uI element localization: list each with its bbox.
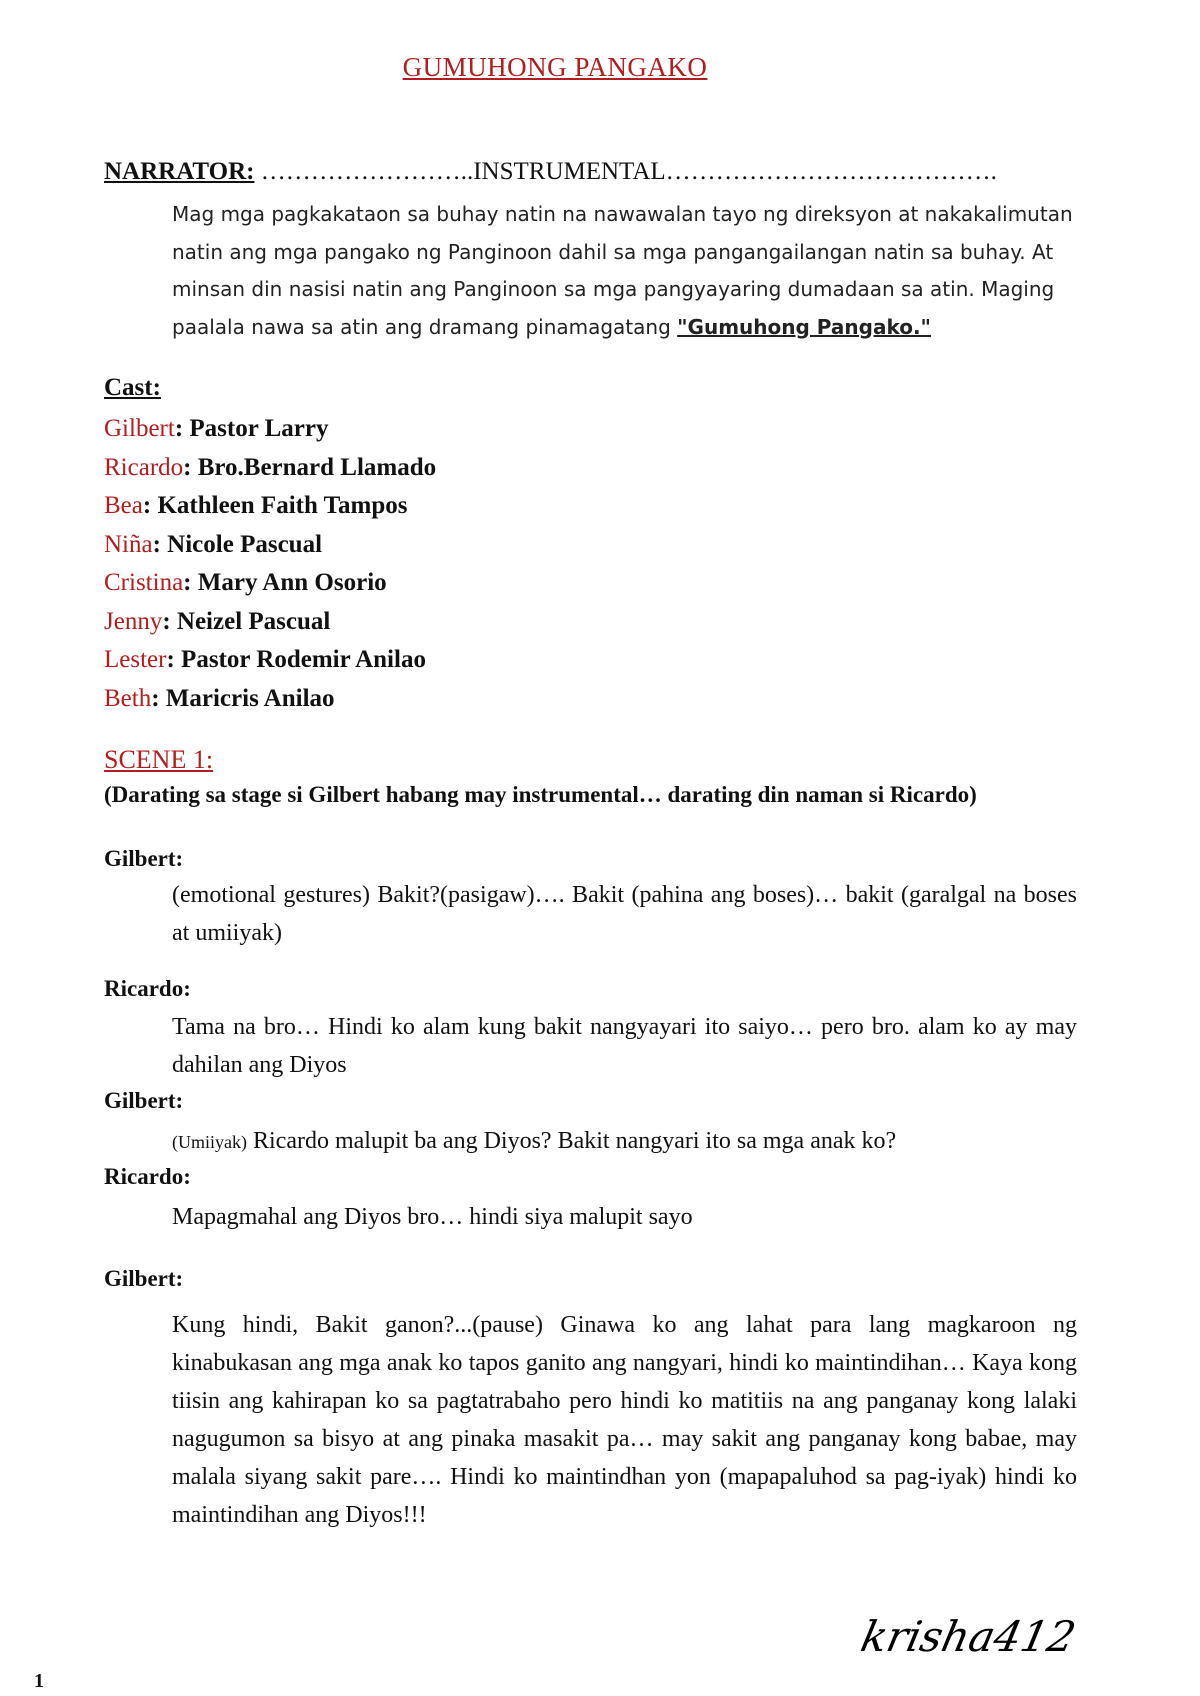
cast-actor: : Mary Ann Osorio [183, 569, 387, 596]
cast-role: Bea [104, 492, 143, 519]
cast-list [104, 410, 436, 718]
cast-role: Niña [104, 530, 153, 558]
scene-heading: SCENE 1: [104, 745, 214, 774]
dialogue-text: Ricardo malupit ba ang Diyos? Bakit nangyari ito sa mga anak ko? [246, 1128, 897, 1154]
cast-role: Gilbert [104, 415, 175, 442]
cast-actor: : Maricris Anilao [151, 684, 335, 712]
speaker-label: Gilbert: [104, 1088, 184, 1113]
cast-actor: : Kathleen Faith Tampos [142, 492, 408, 519]
cast-role: Jenny [104, 607, 163, 635]
cast-role: Beth [104, 684, 152, 712]
page-number: 1 [34, 1670, 44, 1692]
cast-heading: Cast: [104, 374, 161, 401]
cast-actor: : Neizel Pascual [162, 607, 331, 635]
cast-actor: : Nicole Pascual [152, 530, 323, 558]
narrator-rule: ……………………..INSTRUMENTAL…………………………………. [260, 158, 997, 185]
cast-item [104, 680, 436, 719]
narrator-text-main: Mag mga pagkakataon sa buhay natin na nawawalan tayo ng direksyon at nakakalimutan natin ang mga pangako ng Panginoon dahil sa mga pangangailangan natin sa buhay. At minsan din nasisi natin ang Panginoon sa mga pangyayaring dumadaan sa atin. Maging paalala nawa sa atin ang dramang pinamagatang [172, 202, 1073, 339]
dialogue-line: Tama na bro… Hindi ko alam kung bakit nangyayari ito saiyo… pero bro. alam ko ay may dahilan ang Diyos [172, 1014, 1077, 1078]
cast-actor: : Pastor Rodemir Anilao [166, 646, 426, 673]
cast-item [104, 603, 436, 642]
narrator-heading [104, 158, 997, 186]
cast-role: Cristina [104, 569, 184, 596]
stage-direction: (Darating sa stage si Gilbert habang may instrumental… darating din naman si Ricardo) [104, 782, 977, 807]
cast-item [104, 410, 436, 449]
speaker-label: Gilbert: [104, 846, 184, 871]
cast-role: Ricardo [104, 453, 184, 481]
cast-role: Lester [104, 646, 167, 673]
dialogue-prefix: (Umiiyak) [172, 1132, 247, 1152]
dialogue-line: (emotional gestures) Bakit?(pasigaw)…. Bakit (pahina ang boses)… bakit (garalgal na boses at umiiyak) [172, 882, 1077, 946]
narrator-text [172, 196, 1077, 346]
cast-item [104, 526, 436, 565]
dialogue-line: Kung hindi, Bakit ganon?...(pause) Ginawa ko ang lahat para lang magkaroon ng kinabukasan ang mga anak ko tapos ganito ang nangyari, hindi ko maintindihan… Kaya kong tiisin ang kahirapan ko sa pagtatrabaho pero hindi ko matitiis na ang panganay kong lalaki nagugumon sa bisyo at ang pinaka masakit pa… may sakit ang panganay kong babae, may malala siyang sakit pare…. Hindi ko maintindhan yon (mapapaluhod sa pag-iyak) hindi ko maintindihan ang Diyos!!! [172, 1312, 1077, 1528]
narrator-label: NARRATOR: [104, 158, 255, 185]
dialogue-line [172, 1122, 1077, 1161]
cast-actor: : Pastor Larry [174, 415, 329, 442]
cast-item [104, 449, 436, 488]
speaker-label: Ricardo: [104, 1164, 191, 1189]
speaker-label: Ricardo: [104, 976, 191, 1001]
dialogue-line: Mapagmahal ang Diyos bro… hindi siya malupit sayo [172, 1204, 693, 1230]
cast-item [104, 487, 436, 526]
cast-actor: : Bro.Bernard Llamado [183, 453, 437, 481]
cast-item [104, 641, 436, 680]
speaker-label: Gilbert: [104, 1266, 184, 1291]
narrator-drama-title: "Gumuhong Pangako." [677, 314, 931, 339]
document-title: GUMUHONG PANGAKO [402, 52, 708, 82]
signature: krisha412 [856, 1612, 1080, 1661]
cast-item [104, 564, 436, 603]
